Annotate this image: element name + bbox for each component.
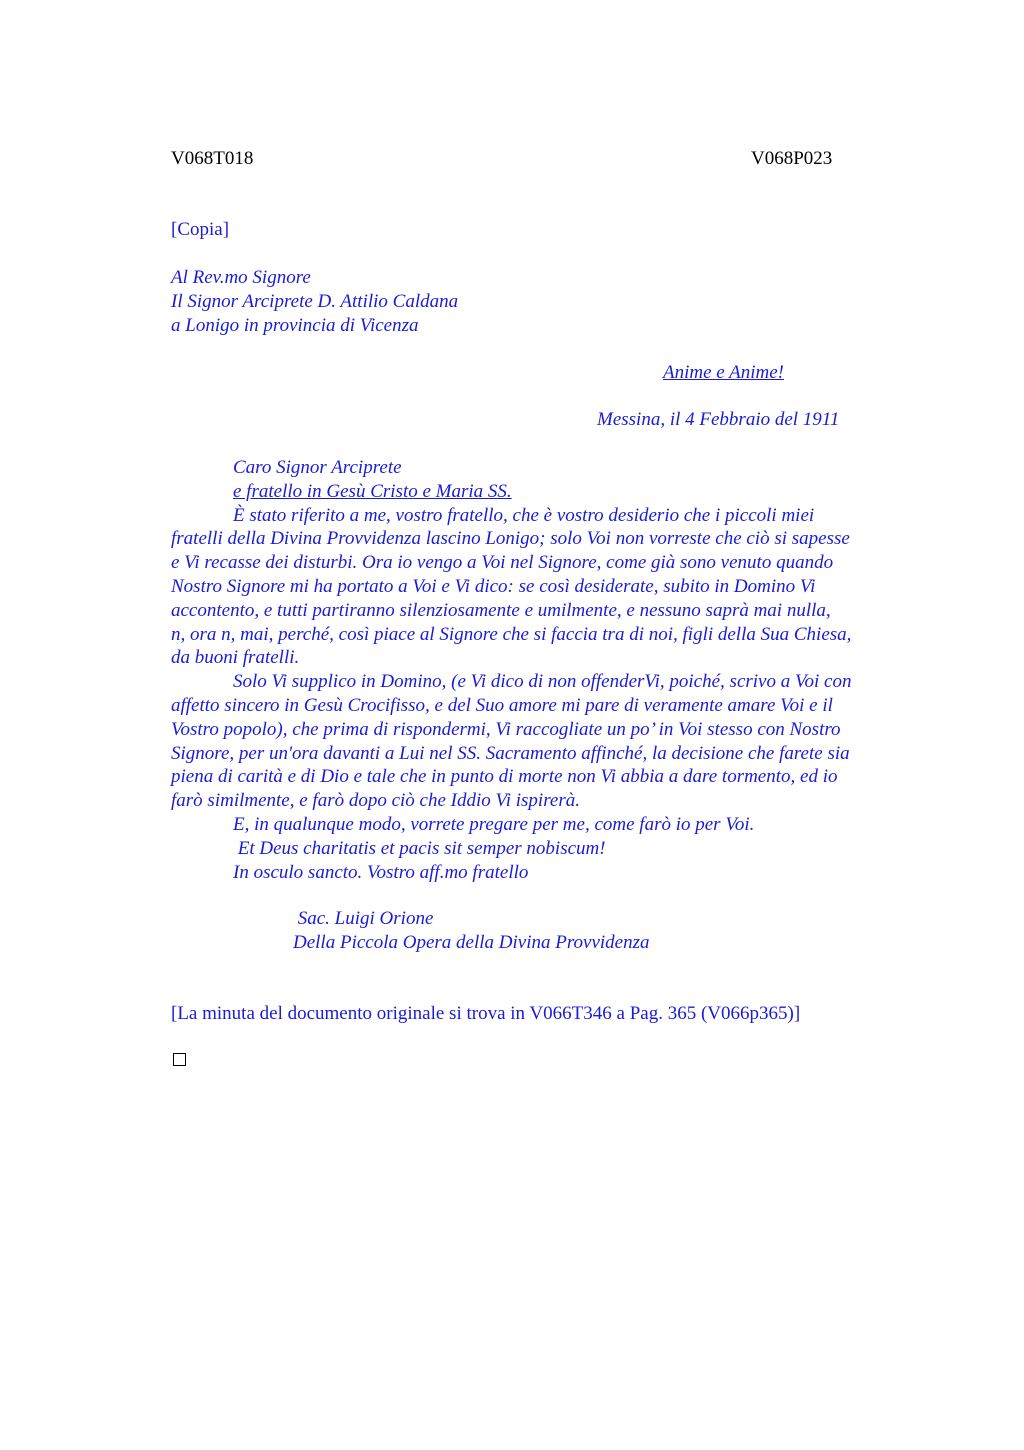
paragraph2-line: piena di carità e di Dio e tale che in punto di morte non Vi abbia a dare tormento, ed io bbox=[171, 766, 838, 788]
salutation-line: Caro Signor Arciprete bbox=[233, 457, 402, 478]
paragraph1-line: n, ora n, mai, perché, così piace al Signore che si faccia tra di noi, figli della Sua Chiesa, bbox=[171, 623, 852, 645]
address-line: Il Signor Arciprete D. Attilio Caldana bbox=[171, 290, 459, 312]
copy-tag: [Copia] bbox=[171, 219, 230, 240]
closing-line: Et Deus charitatis et pacis sit semper nobiscum! bbox=[233, 837, 606, 859]
signature-block bbox=[293, 907, 650, 955]
paragraph1-line: e Vi recasse dei disturbi. Ora io vengo a Voi nel Signore, come già sono venuto quando bbox=[171, 552, 834, 574]
footnote: [La minuta del documento originale si trova in V066T346 a Pag. 365 (V066p365)] bbox=[171, 1003, 801, 1024]
closing-line: In osculo sancto. Vostro aff.mo fratello bbox=[233, 861, 529, 883]
paragraph2-line: Vostro popolo), che prima di rispondermi, Vi raccogliate un po’ in Voi stesso con Nostro bbox=[171, 718, 841, 740]
paragraph2-line: farò similmente, e farò dopo ciò che Iddio Vi ispirerà. bbox=[171, 790, 580, 812]
paragraph1-line: Nostro Signore mi ha portato a Voi e Vi dico: se così desiderate, subito in Domino Vi bbox=[171, 575, 816, 597]
letter-body bbox=[171, 456, 851, 884]
place-date: Messina, il 4 Febbraio del 1911 bbox=[597, 409, 840, 430]
checkbox-icon bbox=[173, 1053, 186, 1066]
paragraph2-line: Solo Vi supplico in Domino, (e Vi dico di non offenderVi, poiché, scrivo a Voi con bbox=[233, 671, 852, 693]
address-line: Al Rev.mo Signore bbox=[171, 267, 311, 288]
paragraph1-line: da buoni fratelli. bbox=[171, 647, 300, 669]
header-right-code: V068P023 bbox=[751, 148, 833, 169]
paragraph1-line: fratelli della Divina Provvidenza lascino Lonigo; solo Voi non vorreste che ciò si sapesse bbox=[171, 528, 850, 550]
header-left-code: V068T018 bbox=[171, 148, 254, 169]
address-block bbox=[171, 266, 458, 337]
paragraph1-line: È stato riferito a me, vostro fratello, che è vostro desiderio che i piccoli miei bbox=[233, 504, 815, 526]
closing-line: E, in qualunque modo, vorrete pregare per me, come farò io per Voi. bbox=[233, 813, 755, 835]
signature-name: Sac. Luigi Orione bbox=[293, 908, 434, 929]
paragraph1-line: accontento, e tutti partiranno silenziosamente e umilmente, e nessuno saprà mai nulla, bbox=[171, 599, 831, 621]
paragraph2-line: affetto sincero in Gesù Crocifisso, e del Suo amore mi pare di veramente amare Voi e il bbox=[171, 694, 833, 716]
paragraph2-line: Signore, per un'ora davanti a Lui nel SS. Sacramento affinché, la decisione che farete sia bbox=[171, 742, 850, 764]
motto: Anime e Anime! bbox=[663, 362, 784, 383]
address-line: a Lonigo in provincia di Vicenza bbox=[171, 314, 419, 336]
salutation-line: e fratello in Gesù Cristo e Maria SS. bbox=[233, 480, 512, 502]
signature-organization: Della Piccola Opera della Divina Provvidenza bbox=[293, 931, 650, 953]
